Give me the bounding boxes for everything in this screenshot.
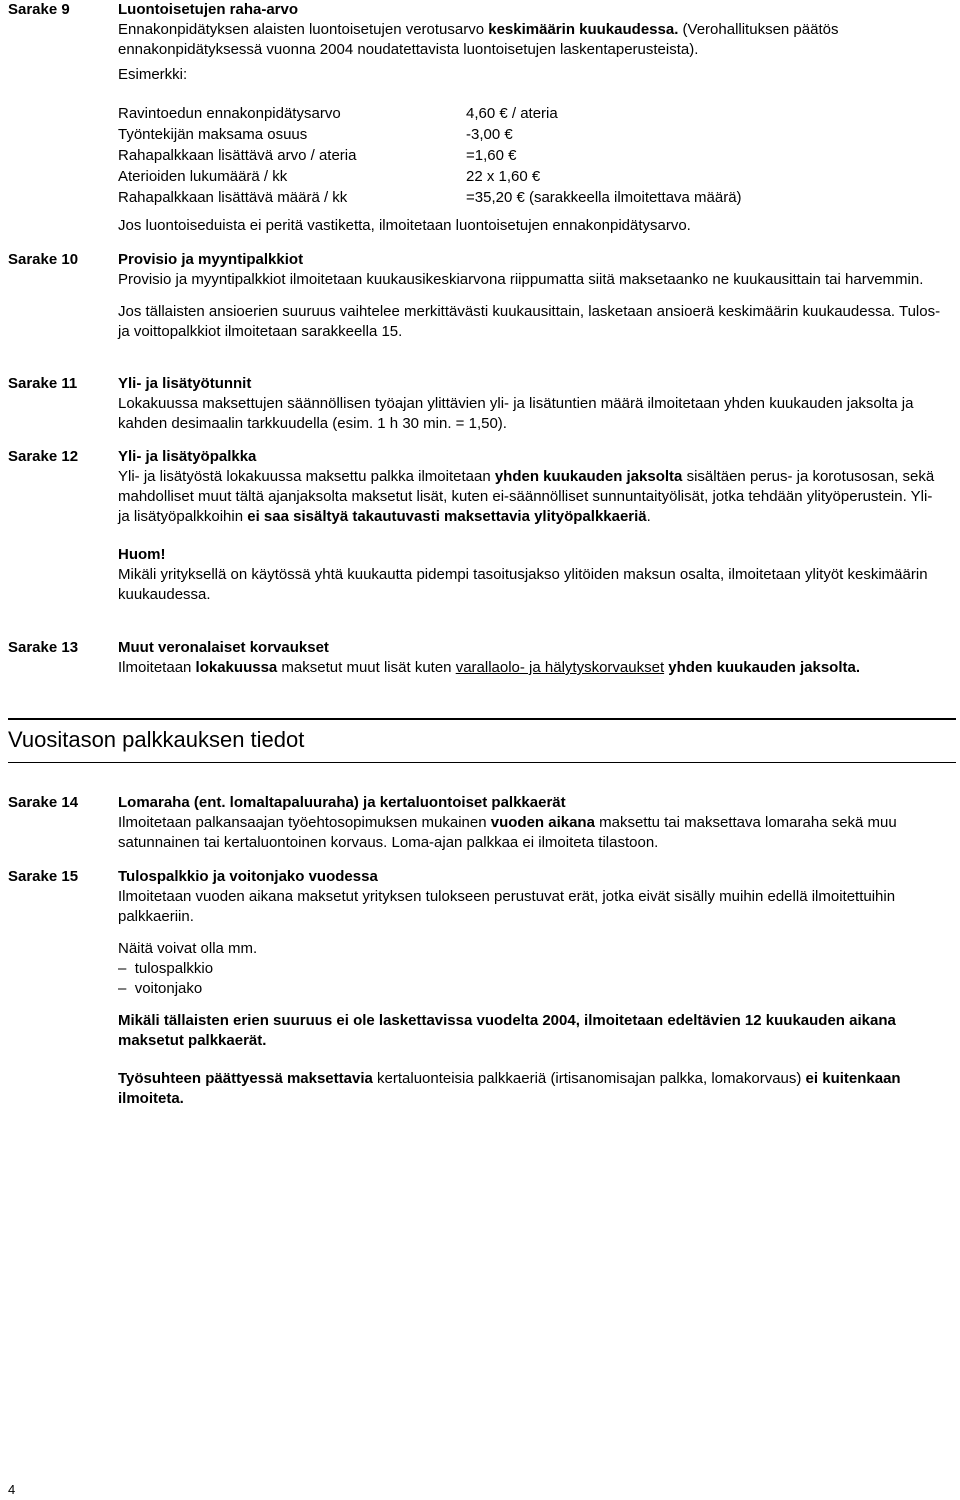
paragraph: Ilmoitetaan lokakuussa maksetut muut lisät kuten varallaolo- ja hälytyskorvaukset yhden kuukauden jaksolta.: [118, 659, 861, 676]
column-label: Sarake 12: [8, 448, 79, 465]
paragraph: Jos tällaisten ansioerien suuruus vaihtelee merkittävästi kuukausittain, lasketaan ansioerä keskimäärin kuukaudessa. Tulos- ja voittopalkkiot ilmoitetaan sarakkeella 15.: [118, 303, 941, 340]
paragraph: Ennakonpidätyksen alaisten luontoisetujen verotusarvo keskimäärin kuukaudessa. (Verohallituksen päätös ennakonpidätyksessä vuonna 2004 noudatettavista luontoisetujen laskentaperusteista).: [118, 21, 839, 58]
section-heading: Yli- ja lisätyöpalkka: [118, 448, 257, 465]
column-label: Sarake 13: [8, 639, 79, 656]
section-heading: Luontoisetujen raha-arvo: [118, 1, 299, 18]
section-heading: Provisio ja myyntipalkkiot: [118, 251, 304, 268]
section-heading: Lomaraha (ent. lomaltapaluuraha) ja kertaluontoiset palkkaerät: [118, 794, 566, 811]
huom-text: Mikäli yrityksellä on käytössä yhtä kuukautta pidempi tasoitusjakso ylitöiden maksun osalta, ilmoitetaan ylityöt keskimäärin kuukaudessa.: [118, 566, 928, 603]
example-row: Työntekijän maksama osuus -3,00 €: [118, 126, 513, 143]
huom-title: Huom!: [118, 546, 166, 563]
column-label: Sarake 9: [8, 1, 70, 18]
column-label: Sarake 15: [8, 868, 79, 885]
example-row: Rahapalkkaan lisättävä määrä / kk =35,20 € (sarakkeella ilmoitettava määrä): [118, 189, 742, 206]
section-divider: [8, 718, 956, 720]
column-label: Sarake 14: [8, 794, 79, 811]
paragraph: Ilmoitetaan vuoden aikana maksetut yrityksen tulokseen perustuvat erät, jotka eivät sisälly muihin edellä ilmoitettuihin palkkaeriin.: [118, 888, 896, 925]
page-number: 4: [8, 1482, 16, 1497]
paragraph: Provisio ja myyntipalkkiot ilmoitetaan kuukausikeskiarvona riippumatta siitä maksetaanko ne kuukausittain tai harvemmin.: [118, 271, 924, 288]
section-heading: Muut veronalaiset korvaukset: [118, 639, 329, 656]
section-title: Vuositason palkkauksen tiedot: [8, 727, 305, 752]
paragraph: Lokakuussa maksettujen säännöllisen työajan ylittävien yli- ja lisätuntien määrä ilmoitetaan yhden kuukauden jaksolta ja kahden desimaalin tarkkuudella (esim. 1 h 30 min. = 1,50).: [118, 395, 914, 432]
column-label: Sarake 11: [8, 375, 78, 392]
final-paragraph: Työsuhteen päättyessä maksettavia kertaluonteisia palkkaeriä (irtisanomisajan palkka, lomakorvaus) ei kuitenkaan ilmoiteta.: [118, 1070, 901, 1107]
example-row: Ravintoedun ennakonpidätysarvo 4,60 € / ateria: [118, 105, 558, 122]
bold-paragraph: Mikäli tällaisten erien suuruus ei ole laskettavissa vuodelta 2004, ilmoitetaan edeltävien 12 kuukauden aikana maksetut palkkaerät.: [118, 1012, 896, 1049]
section-divider: [8, 762, 956, 763]
section-heading: Tulospalkkio ja voitonjako vuodessa: [118, 868, 378, 885]
example-row: Rahapalkkaan lisättävä arvo / ateria =1,60 €: [118, 147, 517, 164]
list-item: – voitonjako: [118, 980, 203, 997]
example-row: Aterioiden lukumäärä / kk 22 x 1,60 €: [118, 168, 541, 185]
list-item: – tulospalkkio: [118, 960, 214, 977]
list-intro: Näitä voivat olla mm.: [118, 940, 258, 957]
example-table: [118, 104, 742, 209]
column-label: Sarake 10: [8, 251, 79, 268]
note-paragraph: Jos luontoiseduista ei peritä vastiketta, ilmoitetaan luontoisetujen ennakonpidätysarvo.: [118, 217, 691, 234]
paragraph: Ilmoitetaan palkansaajan työehtosopimuksen mukainen vuoden aikana maksettu tai maksettava lomaraha sekä muu satunnainen tai kertaluontoinen korvaus. Loma-ajan palkkaa ei ilmoiteta tilastoon.: [118, 814, 897, 851]
paragraph: Yli- ja lisätyöstä lokakuussa maksettu palkka ilmoitetaan yhden kuukauden jaksolta sisältäen perus- ja korotusosan, sekä mahdolliset muut tältä ajanjaksolta maksetut lisät, kuten ei-säännölliset sunnuntaityölisät, jotka tehdään ylityöperustein. Yli- ja lisätyöpalkkoihin ei saa sisältyä takautuvasti maksettavia ylityöpalkkaeriä.: [118, 468, 935, 525]
example-title: Esimerkki:: [118, 66, 188, 83]
section-heading: Yli- ja lisätyötunnit: [118, 375, 252, 392]
